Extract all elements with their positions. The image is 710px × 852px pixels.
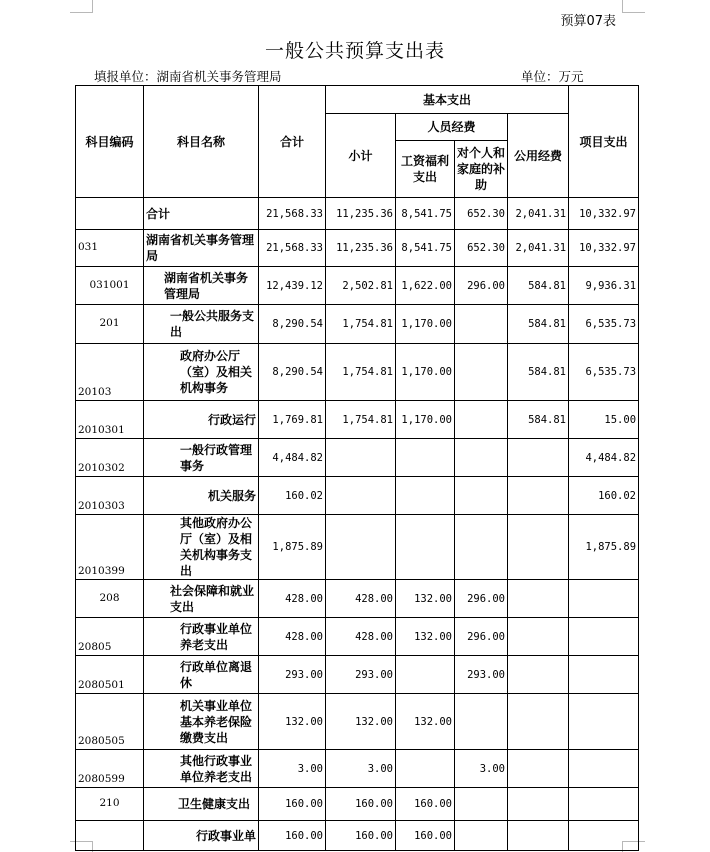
cell-name: 湖南省机关事务管理局: [144, 230, 259, 267]
table-row: [76, 439, 639, 477]
cell-family: [455, 401, 508, 439]
cell-project: [569, 656, 639, 694]
currency-unit: 单位：万元: [521, 69, 584, 84]
cell-subtotal: 1,754.81: [326, 344, 396, 401]
cell-total: 1,875.89: [259, 515, 326, 580]
cell-total: 160.02: [259, 477, 326, 515]
cell-public: 584.81: [508, 344, 569, 401]
cell-project: [569, 821, 639, 851]
cell-total: 428.00: [259, 580, 326, 618]
table-row: [76, 198, 639, 230]
table-code: 预算07表: [560, 14, 616, 29]
table-row: [76, 305, 639, 344]
cell-family: [455, 439, 508, 477]
cell-name: 一般公共服务支出: [144, 305, 259, 344]
cell-wage: [396, 750, 455, 788]
cell-public: [508, 477, 569, 515]
header-wage: 工资福利支出: [396, 141, 455, 198]
cell-family: 652.30: [455, 230, 508, 267]
cell-family: 296.00: [455, 580, 508, 618]
table-row: [76, 401, 639, 439]
cell-total: 21,568.33: [259, 198, 326, 230]
cell-total: 21,568.33: [259, 230, 326, 267]
cell-subtotal: [326, 477, 396, 515]
cell-wage: 160.00: [396, 821, 455, 851]
cell-subtotal: 11,235.36: [326, 230, 396, 267]
cell-name: 行政运行: [144, 401, 259, 439]
header-public: 公用经费: [508, 114, 569, 198]
cell-name: 湖南省机关事务管理局: [144, 267, 259, 305]
cell-total: 8,290.54: [259, 305, 326, 344]
cell-subtotal: 132.00: [326, 694, 396, 750]
cell-name: 行政单位离退休: [144, 656, 259, 694]
cell-public: 584.81: [508, 267, 569, 305]
cell-family: [455, 821, 508, 851]
cell-public: [508, 656, 569, 694]
table-row: [76, 694, 639, 750]
table-row: [76, 656, 639, 694]
header-basic: 基本支出: [326, 86, 569, 114]
cell-total: 293.00: [259, 656, 326, 694]
cell-subtotal: 428.00: [326, 618, 396, 656]
cell-subtotal: [326, 515, 396, 580]
cell-name: 卫生健康支出: [144, 788, 259, 821]
table-row: [76, 267, 639, 305]
cell-name: 政府办公厅（室）及相关机构事务: [144, 344, 259, 401]
cell-code: 031001: [76, 267, 144, 305]
cell-total: 4,484.82: [259, 439, 326, 477]
header-subtotal: 小计: [326, 114, 396, 198]
cell-family: [455, 344, 508, 401]
cell-total: 160.00: [259, 788, 326, 821]
cell-wage: 1,622.00: [396, 267, 455, 305]
cell-wage: 160.00: [396, 788, 455, 821]
cell-project: 6,535.73: [569, 305, 639, 344]
cell-project: [569, 750, 639, 788]
cell-code: 2010302: [76, 439, 144, 477]
crop-mark-top-right: [622, 0, 645, 13]
cell-wage: 8,541.75: [396, 198, 455, 230]
cell-project: 10,332.97: [569, 198, 639, 230]
cell-code: 20805: [76, 618, 144, 656]
header-project: 项目支出: [569, 86, 639, 198]
table-row: [76, 515, 639, 580]
header-personnel: 人员经费: [396, 114, 508, 141]
cell-family: 296.00: [455, 267, 508, 305]
table-row: [76, 580, 639, 618]
header-code: 科目编码: [76, 86, 144, 198]
table-row: [76, 750, 639, 788]
cell-subtotal: 2,502.81: [326, 267, 396, 305]
cell-public: [508, 821, 569, 851]
cell-public: 2,041.31: [508, 230, 569, 267]
cell-code: 2010301: [76, 401, 144, 439]
cell-subtotal: [326, 439, 396, 477]
cell-family: [455, 305, 508, 344]
cell-total: 3.00: [259, 750, 326, 788]
cell-project: 4,484.82: [569, 439, 639, 477]
cell-wage: 1,170.00: [396, 401, 455, 439]
cell-code: 031: [76, 230, 144, 267]
table-row: [76, 788, 639, 821]
cell-code: 2080501: [76, 656, 144, 694]
cell-name: 一般行政管理事务: [144, 439, 259, 477]
cell-family: [455, 515, 508, 580]
cell-name: 行政事业单位养老支出: [144, 618, 259, 656]
cell-family: 3.00: [455, 750, 508, 788]
header-family: 对个人和家庭的补助: [455, 141, 508, 198]
cell-wage: 132.00: [396, 618, 455, 656]
cell-name: 其他政府办公厅（室）及相关机构事务支出: [144, 515, 259, 580]
cell-code: 2080599: [76, 750, 144, 788]
cell-wage: [396, 477, 455, 515]
cell-subtotal: 1,754.81: [326, 401, 396, 439]
cell-project: 10,332.97: [569, 230, 639, 267]
cell-code: 210: [76, 788, 144, 821]
table-row: [76, 477, 639, 515]
cell-family: 293.00: [455, 656, 508, 694]
cell-total: 160.00: [259, 821, 326, 851]
cell-public: [508, 580, 569, 618]
cell-wage: [396, 656, 455, 694]
cell-project: [569, 694, 639, 750]
cell-total: 1,769.81: [259, 401, 326, 439]
cell-wage: 132.00: [396, 580, 455, 618]
cell-public: [508, 750, 569, 788]
cell-project: 1,875.89: [569, 515, 639, 580]
cell-code: 2080505: [76, 694, 144, 750]
cell-code: 20103: [76, 344, 144, 401]
cell-subtotal: 160.00: [326, 788, 396, 821]
header-total: 合计: [259, 86, 326, 198]
cell-name: 其他行政事业单位养老支出: [144, 750, 259, 788]
cell-project: [569, 580, 639, 618]
crop-mark-top-left: [70, 0, 93, 13]
budget-table: [75, 85, 639, 851]
cell-family: [455, 788, 508, 821]
cell-public: [508, 515, 569, 580]
cell-wage: 1,170.00: [396, 344, 455, 401]
cell-wage: [396, 515, 455, 580]
cell-wage: 8,541.75: [396, 230, 455, 267]
cell-total: 12,439.12: [259, 267, 326, 305]
cell-subtotal: 3.00: [326, 750, 396, 788]
cell-name: 合计: [144, 198, 259, 230]
cell-public: 584.81: [508, 401, 569, 439]
cell-code: 201: [76, 305, 144, 344]
cell-public: 2,041.31: [508, 198, 569, 230]
cell-name: 机关服务: [144, 477, 259, 515]
cell-wage: [396, 439, 455, 477]
cell-family: [455, 694, 508, 750]
cell-project: [569, 788, 639, 821]
table-row: [76, 821, 639, 851]
cell-total: 428.00: [259, 618, 326, 656]
page-title: 一般公共预算支出表: [264, 40, 445, 62]
table-row: [76, 230, 639, 267]
cell-public: 584.81: [508, 305, 569, 344]
cell-project: 6,535.73: [569, 344, 639, 401]
cell-subtotal: 428.00: [326, 580, 396, 618]
cell-subtotal: 11,235.36: [326, 198, 396, 230]
cell-name: 社会保障和就业支出: [144, 580, 259, 618]
table-row: [76, 344, 639, 401]
cell-code: 208: [76, 580, 144, 618]
cell-wage: 1,170.00: [396, 305, 455, 344]
cell-project: 9,936.31: [569, 267, 639, 305]
cell-code: [76, 821, 144, 851]
cell-public: [508, 618, 569, 656]
cell-wage: 132.00: [396, 694, 455, 750]
cell-code: [76, 198, 144, 230]
cell-project: 15.00: [569, 401, 639, 439]
cell-name: 机关事业单位基本养老保险缴费支出: [144, 694, 259, 750]
reporting-unit: 填报单位：湖南省机关事务管理局: [94, 69, 282, 84]
cell-subtotal: 293.00: [326, 656, 396, 694]
cell-family: 652.30: [455, 198, 508, 230]
cell-family: [455, 477, 508, 515]
table-row: [76, 618, 639, 656]
cell-subtotal: 160.00: [326, 821, 396, 851]
cell-subtotal: 1,754.81: [326, 305, 396, 344]
cell-public: [508, 694, 569, 750]
cell-name: 行政事业单: [144, 821, 259, 851]
cell-project: [569, 618, 639, 656]
cell-code: 2010399: [76, 515, 144, 580]
cell-public: [508, 788, 569, 821]
cell-total: 132.00: [259, 694, 326, 750]
cell-family: 296.00: [455, 618, 508, 656]
cell-code: 2010303: [76, 477, 144, 515]
cell-public: [508, 439, 569, 477]
cell-project: 160.02: [569, 477, 639, 515]
header-name: 科目名称: [144, 86, 259, 198]
cell-total: 8,290.54: [259, 344, 326, 401]
